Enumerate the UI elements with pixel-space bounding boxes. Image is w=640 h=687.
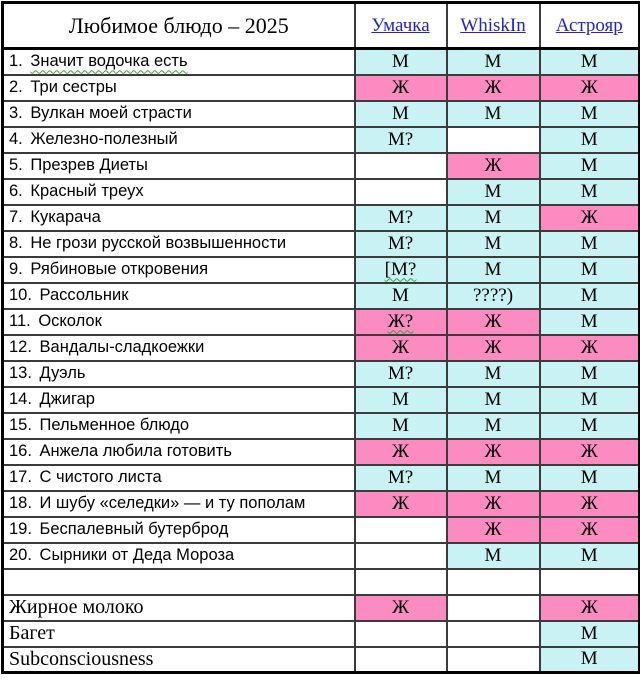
gender-cell — [540, 647, 640, 673]
gender-value: М — [484, 466, 502, 488]
gender-cell — [447, 361, 540, 387]
dish-name: Осколок — [38, 312, 102, 330]
spacer-cell — [447, 569, 540, 595]
gender-cell — [540, 543, 640, 569]
gender-cell — [355, 309, 447, 335]
row-number: 13. — [9, 364, 32, 382]
gender-cell — [540, 387, 640, 413]
gender-cell — [355, 413, 447, 439]
column-header-astroyar[interactable]: Астрояр — [540, 3, 640, 49]
row-number: 2. — [9, 78, 23, 96]
table-row — [3, 231, 640, 257]
gender-value: М? — [387, 128, 414, 150]
gender-value: Ж — [391, 492, 410, 514]
gender-cell — [447, 335, 540, 361]
row-number: 16. — [9, 442, 32, 460]
dish-name: Джигар — [39, 390, 95, 408]
dish-name-cell — [3, 101, 355, 127]
dish-name-cell — [3, 413, 355, 439]
row-number: 7. — [9, 208, 23, 226]
spacer-section — [3, 569, 640, 595]
table-row — [3, 413, 640, 439]
gender-value: М — [484, 232, 502, 254]
gender-cell — [355, 75, 447, 101]
dish-name: Железно-полезный — [30, 130, 178, 148]
gender-cell — [447, 465, 540, 491]
gender-cell — [447, 309, 540, 335]
gender-cell — [540, 491, 640, 517]
spacer-cell — [540, 569, 640, 595]
gender-cell — [355, 179, 447, 205]
dish-name-cell — [3, 257, 355, 283]
footer-label: Subconsciousness — [9, 647, 154, 670]
gender-cell — [540, 75, 640, 101]
gender-value: М — [580, 258, 598, 280]
row-number: 18. — [9, 494, 32, 512]
table-row — [3, 647, 640, 673]
gender-value: М — [484, 206, 502, 228]
gender-cell — [447, 205, 540, 231]
dish-name: Вандалы-сладкоежки — [39, 338, 205, 356]
gender-value: М — [580, 310, 598, 332]
gender-value: Ж — [580, 206, 598, 228]
dish-name-cell — [3, 465, 355, 491]
table-row — [3, 127, 640, 153]
gender-value: М — [484, 258, 502, 280]
gender-cell — [355, 127, 447, 153]
gender-cell — [447, 153, 540, 179]
table-row — [3, 517, 640, 543]
gender-value: М — [580, 388, 598, 410]
dish-name-cell — [3, 283, 355, 309]
table-row — [3, 361, 640, 387]
gender-value: Ж — [484, 492, 502, 514]
gender-cell — [355, 621, 447, 647]
gender-cell — [355, 647, 447, 673]
dish-name: Кукарача — [30, 208, 101, 226]
table-row — [3, 491, 640, 517]
dish-rows — [3, 49, 640, 569]
gender-value: М? — [387, 206, 414, 228]
gender-cell — [355, 439, 447, 465]
gender-value: Ж — [580, 336, 598, 358]
footer-label: Жирное молоко — [9, 596, 144, 618]
row-number: 3. — [9, 104, 23, 122]
gender-value: М — [580, 544, 598, 566]
gender-value: М? — [387, 362, 414, 384]
gender-value: Ж — [580, 76, 598, 98]
gender-value: М — [484, 414, 502, 436]
gender-cell — [540, 205, 640, 231]
gender-cell — [355, 257, 447, 283]
gender-cell — [447, 127, 540, 153]
table-row — [3, 309, 640, 335]
gender-value: М — [580, 154, 598, 176]
spacer-cell — [3, 569, 355, 595]
dish-name-cell — [3, 49, 355, 75]
gender-value: М? — [387, 232, 414, 254]
gender-cell — [540, 101, 640, 127]
gender-value: М — [580, 362, 598, 384]
gender-cell — [540, 283, 640, 309]
gender-value: М — [580, 232, 598, 254]
dish-name-cell — [3, 491, 355, 517]
gender-value: М — [484, 180, 502, 202]
column-header-umachka[interactable]: Умачка — [355, 3, 447, 49]
gender-value: Ж — [484, 76, 502, 98]
gender-value: М — [392, 388, 409, 410]
row-number: 17. — [9, 468, 32, 486]
gender-cell — [355, 283, 447, 309]
row-number: 19. — [9, 520, 32, 538]
gender-value: М — [392, 414, 409, 436]
gender-value: М — [580, 102, 598, 124]
dish-name: Пельменное блюдо — [39, 416, 190, 434]
footer-label-cell — [3, 647, 355, 673]
gender-cell — [447, 439, 540, 465]
gender-cell — [540, 439, 640, 465]
gender-value: Ж — [391, 76, 410, 98]
gender-cell — [540, 231, 640, 257]
row-number: 11. — [9, 312, 31, 330]
dish-name: Вулкан моей страсти — [30, 104, 192, 122]
table-row — [3, 179, 640, 205]
gender-cell — [447, 179, 540, 205]
gender-cell — [540, 465, 640, 491]
gender-cell — [540, 257, 640, 283]
gender-cell — [540, 49, 640, 75]
gender-value: М — [392, 102, 409, 124]
table-row — [3, 205, 640, 231]
dish-name-cell — [3, 361, 355, 387]
gender-cell — [355, 361, 447, 387]
gender-cell — [447, 101, 540, 127]
row-number: 9. — [9, 260, 23, 278]
table-row — [3, 387, 640, 413]
row-number: 6. — [9, 182, 23, 200]
gender-value: Ж — [484, 518, 502, 540]
gender-cell — [540, 179, 640, 205]
table-row — [3, 465, 640, 491]
page-title: Любимое блюдо – 2025 — [3, 3, 355, 49]
dish-name-cell — [3, 543, 355, 569]
table-row — [3, 153, 640, 179]
gender-cell — [447, 387, 540, 413]
gender-cell — [447, 647, 540, 673]
gender-value: М — [580, 50, 598, 72]
footer-label-cell — [3, 595, 355, 621]
gender-cell — [540, 595, 640, 621]
row-number: 4. — [9, 130, 23, 148]
table-row — [3, 335, 640, 361]
gender-value: М — [580, 128, 598, 150]
gender-cell — [355, 543, 447, 569]
gender-cell — [355, 335, 447, 361]
gender-cell — [447, 543, 540, 569]
gender-cell — [355, 101, 447, 127]
gender-cell — [447, 75, 540, 101]
table-header — [3, 3, 640, 49]
gender-value: М — [580, 622, 598, 644]
gender-value: М — [580, 180, 598, 202]
header-row — [3, 3, 640, 49]
table-row — [3, 595, 640, 621]
gender-value: М? — [387, 466, 414, 488]
footer-label: Багет — [9, 622, 55, 644]
gender-value: Ж — [580, 492, 598, 514]
gender-value: Ж — [391, 336, 410, 358]
dish-name: Три сестры — [30, 78, 117, 96]
dish-name-cell — [3, 231, 355, 257]
gender-value: М — [484, 544, 502, 566]
table-row — [3, 283, 640, 309]
dish-name-cell — [3, 153, 355, 179]
gender-cell — [447, 49, 540, 75]
gender-value: М — [580, 414, 598, 436]
dish-name: И шубу «селедки» — и ту пополам — [39, 494, 306, 512]
spacer-row — [3, 569, 640, 595]
favorite-dish-table — [1, 1, 640, 674]
footer-rows — [3, 595, 640, 673]
gender-value: Ж — [484, 336, 502, 358]
gender-cell — [355, 595, 447, 621]
table-row — [3, 257, 640, 283]
gender-value: Ж — [391, 596, 410, 618]
gender-value: ????) — [472, 284, 514, 306]
dish-name: Красный треух — [30, 182, 144, 200]
dish-name: Не грози русской возвышенности — [30, 234, 287, 252]
gender-value: Ж — [580, 518, 598, 540]
spacer-cell — [355, 569, 447, 595]
row-number: 1. — [9, 52, 23, 71]
dish-name-cell — [3, 127, 355, 153]
footer-label-cell — [3, 621, 355, 647]
dish-name-cell — [3, 439, 355, 465]
gender-cell — [355, 465, 447, 491]
gender-value: М — [580, 648, 598, 670]
dish-name-cell — [3, 335, 355, 361]
gender-cell — [355, 153, 447, 179]
row-number: 20. — [9, 546, 32, 564]
dish-name-cell — [3, 179, 355, 205]
gender-value: Ж — [484, 310, 502, 332]
dish-name-cell — [3, 387, 355, 413]
gender-cell — [355, 491, 447, 517]
dish-name: С чистого листа — [39, 468, 162, 486]
table-row — [3, 621, 640, 647]
gender-cell — [540, 153, 640, 179]
gender-value: Ж — [484, 154, 502, 176]
gender-cell — [447, 257, 540, 283]
gender-value: Ж — [580, 440, 598, 462]
row-number: 5. — [9, 156, 23, 174]
table-row — [3, 543, 640, 569]
gender-value: Ж — [391, 440, 410, 462]
dish-name: Беспалевный бутерброд — [39, 520, 229, 538]
dish-name: Рассольник — [39, 286, 129, 304]
table-row — [3, 101, 640, 127]
table-row — [3, 75, 640, 101]
gender-cell — [540, 127, 640, 153]
gender-value: М — [580, 466, 598, 488]
row-number: 15. — [9, 416, 32, 434]
gender-cell — [447, 231, 540, 257]
table-row — [3, 439, 640, 465]
dish-name: Сырники от Деда Мороза — [39, 546, 235, 564]
column-header-whiskin[interactable]: WhiskIn — [447, 3, 540, 49]
gender-cell — [540, 621, 640, 647]
gender-cell — [447, 413, 540, 439]
dish-name-cell — [3, 205, 355, 231]
gender-cell — [540, 517, 640, 543]
gender-value: М — [392, 284, 409, 306]
dish-name: Дуэль — [39, 364, 86, 382]
dish-name: Рябиновые откровения — [30, 260, 209, 278]
gender-value: Ж — [484, 440, 502, 462]
dish-name-cell — [3, 75, 355, 101]
gender-value: М — [392, 50, 409, 72]
gender-value: М — [484, 102, 502, 124]
gender-cell — [447, 621, 540, 647]
gender-cell — [355, 231, 447, 257]
row-number: 10. — [9, 286, 32, 304]
gender-cell — [355, 517, 447, 543]
dish-name: Презрев Диеты — [30, 156, 148, 174]
gender-value: М — [580, 284, 598, 306]
gender-value: [М? — [384, 258, 417, 280]
gender-value: М — [484, 50, 502, 72]
gender-cell — [540, 309, 640, 335]
dish-name: Значит водочка есть — [30, 52, 188, 71]
gender-cell — [447, 283, 540, 309]
gender-cell — [355, 49, 447, 75]
gender-cell — [355, 387, 447, 413]
gender-value: М — [484, 388, 502, 410]
gender-cell — [540, 413, 640, 439]
row-number: 14. — [9, 390, 32, 408]
gender-value: Ж — [580, 596, 598, 618]
gender-value: Ж? — [387, 310, 414, 332]
gender-cell — [447, 517, 540, 543]
dish-name-cell — [3, 517, 355, 543]
row-number: 8. — [9, 234, 23, 252]
gender-cell — [540, 335, 640, 361]
row-number: 12. — [9, 338, 32, 356]
gender-cell — [355, 205, 447, 231]
dish-name-cell — [3, 309, 355, 335]
dish-name: Анжела любила готовить — [39, 442, 232, 460]
gender-value: М — [484, 362, 502, 384]
gender-cell — [447, 491, 540, 517]
table-row — [3, 49, 640, 75]
gender-cell — [540, 361, 640, 387]
gender-cell — [447, 595, 540, 621]
